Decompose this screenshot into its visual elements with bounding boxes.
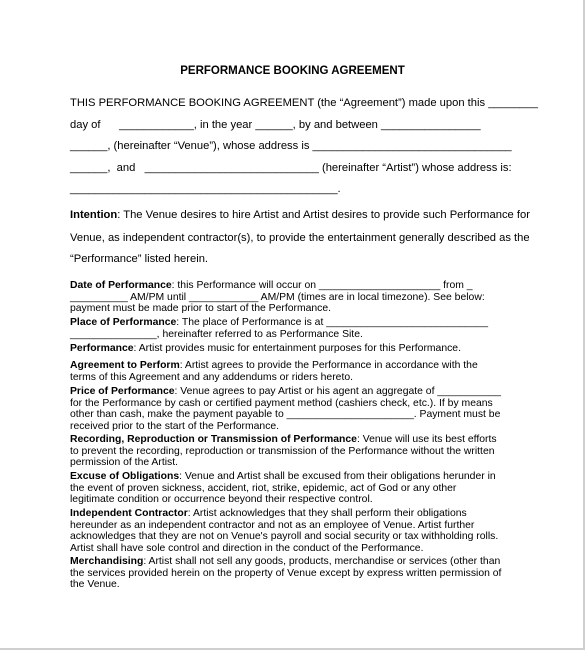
- section-price-of-performance: Price of Performance: Venue agrees to pay Artist or his agent an aggregate of ___________ for the Performance by cash or certified payment method (cashiers check, etc.). If by means other than cash, make the payment payable to ______________________. Payment must be received prior to the start of the Performance.: [70, 386, 501, 432]
- document-title: PERFORMANCE BOOKING AGREEMENT: [180, 65, 405, 77]
- section-heading: Excuse of Obligations: [70, 471, 180, 482]
- section-date-of-performance: Date of Performance: this Performance will occur on _____________________ from _ __________ AM/PM until ____________ AM/PM (times are in local timezone). See below: payment must be made prior to start of the Performance.: [70, 280, 485, 315]
- intention-line: Intention: The Venue desires to hire Artist and Artist desires to provide such Performance for: [70, 209, 530, 221]
- intro-line: ___________________________________________.: [70, 183, 341, 195]
- section-heading: Merchandising: [70, 556, 144, 567]
- section-independent-contractor: Independent Contractor: Artist acknowledges that they shall perform their obligations hereunder as an independent contractor and not as an employee of Venue. Artist further acknowledges that they are not on Venue's payroll and social security or tax withholding rolls. Artist shall have sole control and direction in the conduct of the Performance.: [70, 508, 499, 554]
- section-place-of-performance: Place of Performance: The place of Performance is at ____________________________ _______________, hereinafter referred to as Performance Site.: [70, 317, 489, 340]
- intention-line: “Performance” listed herein.: [70, 253, 209, 265]
- section-heading: Recording, Reproduction or Transmission of Performance: [70, 434, 357, 445]
- section-merchandising: Merchandising: Artist shall not sell any goods, products, merchandise or services (other than the services provided herein on the property of Venue except by express written permission of the Venue.: [70, 556, 502, 591]
- section-recording: Recording, Reproduction or Transmission of Performance: Venue will use its best efforts to prevent the recording, reproduction or transmission of the Performance without the written permission of the Artist.: [70, 434, 497, 469]
- intro-line: ______, (hereinafter “Venue”), whose address is ________________________________: [70, 140, 512, 152]
- section-excuse-of-obligations: Excuse of Obligations: Venue and Artist shall be excused from their obligations herunder in the event of proven sickness, accident, riot, strike, epidemic, act of God or any other legitimate condition or occurrence beyond their respective control.: [70, 471, 496, 506]
- section-performance: Performance: Artist provides music for entertainment purposes for this Performance.: [70, 343, 461, 354]
- intro-line: THIS PERFORMANCE BOOKING AGREEMENT (the “Agreement”) made upon this ________: [70, 97, 538, 109]
- intention-heading: Intention: [70, 209, 118, 221]
- section-heading: Place of Performance: [70, 317, 177, 328]
- intro-line: ______, and ____________________________ (hereinafter “Artist”) whose address is:: [70, 162, 512, 174]
- section-heading: Price of Performance: [70, 386, 175, 397]
- intro-line: day of ____________, in the year ______, by and between ________________: [70, 119, 481, 131]
- section-heading: Date of Performance: [70, 280, 172, 291]
- section-agreement-to-perform: Agreement to Perform: Artist agrees to provide the Performance in accordance with the terms of this Agreement and any addendums or riders hereto.: [70, 360, 478, 383]
- section-heading: Performance: [70, 343, 134, 354]
- section-heading: Independent Contractor: [70, 508, 188, 519]
- section-heading: Agreement to Perform: [70, 360, 180, 371]
- intention-line: Venue, as independent contractor(s), to provide the entertainment generally described as the: [70, 232, 530, 244]
